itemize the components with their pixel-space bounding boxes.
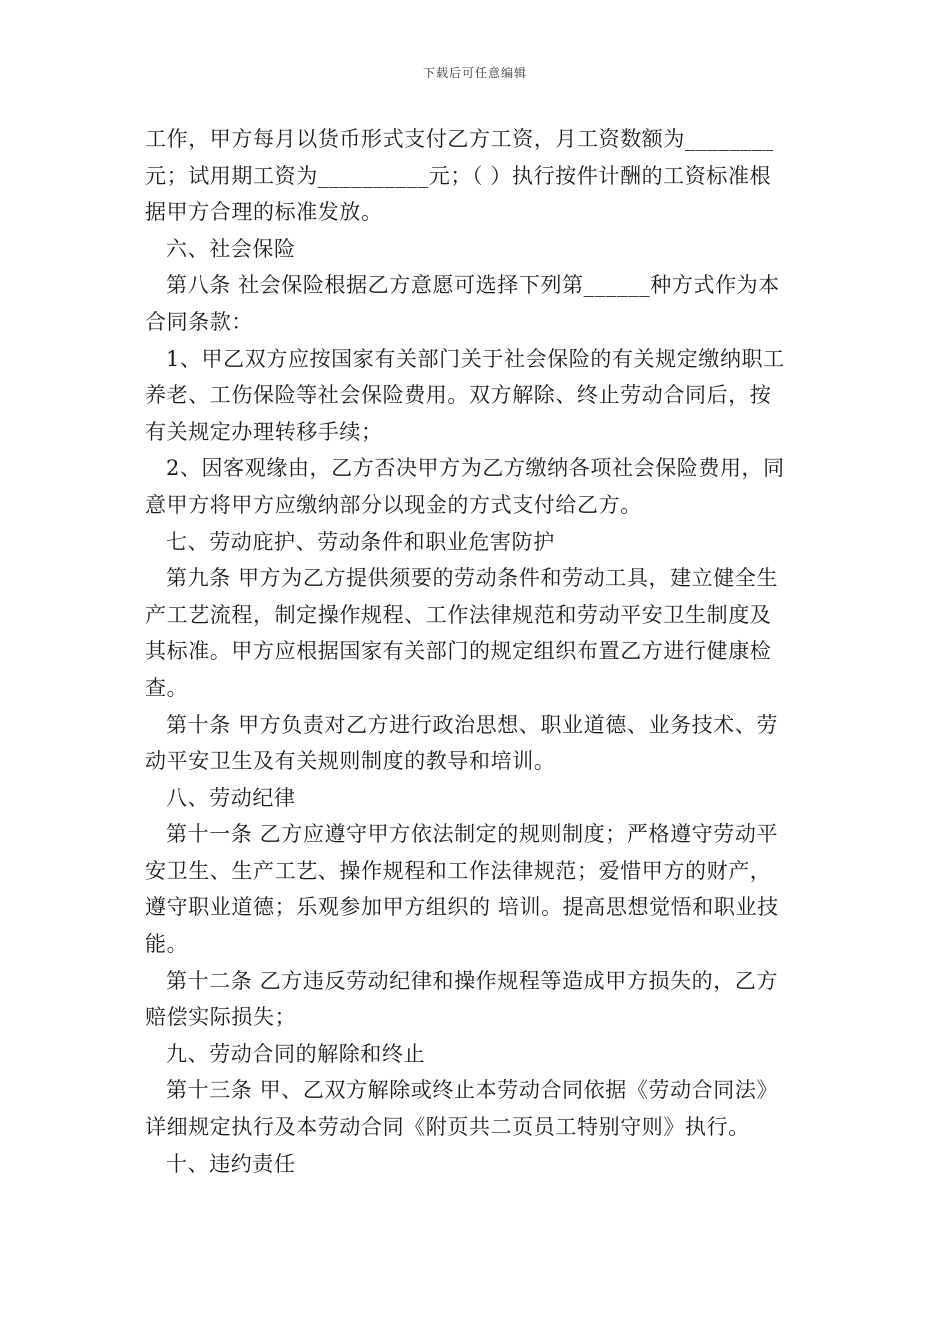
document-body bbox=[145, 121, 810, 1182]
body-line: 2、因客观缘由，乙方否决甲方为乙方缴纳各项社会保险费用，同 bbox=[166, 456, 785, 481]
body-line: 第九条 甲方为乙方提供须要的劳动条件和劳动工具，建立健全生 bbox=[166, 566, 779, 591]
body-line: 查。 bbox=[145, 675, 189, 700]
body-line: 第十一条 乙方应遵守甲方依法制定的规则制度；严格遵守劳动平 bbox=[166, 822, 779, 847]
body-line: 第十二条 乙方违反劳动纪律和操作规程等造成甲方损失的，乙方 bbox=[166, 968, 779, 993]
body-line: 安卫生、生产工艺、操作规程和工作法律规范；爱惜甲方的财产， bbox=[145, 858, 772, 883]
body-line: 意甲方将甲方应缴纳部分以现金的方式支付给乙方。 bbox=[145, 492, 642, 517]
section-heading: 八、劳动纪律 bbox=[166, 785, 296, 810]
body-line: 赔偿实际损失； bbox=[145, 1005, 297, 1030]
body-line: 第八条 社会保险根据乙方意愿可选择下列第______种方式作为本 bbox=[166, 273, 780, 298]
body-line: 1、甲乙双方应按国家有关部门关于社会保险的有关规定缴纳职工 bbox=[166, 346, 785, 371]
body-line: 第十条 甲方负责对乙方进行政治思想、职业道德、业务技术、劳 bbox=[166, 712, 779, 737]
body-line: 产工艺流程，制定操作规程、工作法律规范和劳动平安卫生制度及 bbox=[145, 602, 772, 627]
body-line: 详细规定执行及本劳动合同《附页共二页员工特别守则》执行。 bbox=[145, 1115, 750, 1140]
body-line: 能。 bbox=[145, 932, 189, 957]
body-line: 遵守职业道德；乐观参加甲方组织的 培训。提高思想觉悟和职业技 bbox=[145, 895, 779, 920]
section-heading: 七、劳动庇护、劳动条件和职业危害防护 bbox=[166, 529, 555, 554]
body-line: 动平安卫生及有关规则制度的教导和培训。 bbox=[145, 749, 556, 774]
body-line: 工作，甲方每月以货币形式支付乙方工资，月工资数额为________ bbox=[145, 127, 774, 151]
body-line: 其标准。甲方应根据国家有关部门的规定组织布置乙方进行健康检 bbox=[145, 639, 772, 664]
section-heading: 九、劳动合同的解除和终止 bbox=[166, 1041, 426, 1066]
section-heading: 六、社会保险 bbox=[166, 236, 296, 261]
body-line: 有关规定办理转移手续； bbox=[145, 419, 383, 444]
body-line: 第十三条 甲、乙双方解除或终止本劳动合同依据《劳动合同法》 bbox=[166, 1078, 779, 1103]
body-line: 养老、工伤保险等社会保险费用。双方解除、终止劳动合同后，按 bbox=[145, 383, 772, 408]
page-header: 下载后可任意编辑 bbox=[422, 66, 527, 80]
body-line: 合同条款： bbox=[145, 309, 253, 334]
body-line: 元；试用期工资为__________元；（ ）执行按件计酬的工资标准根 bbox=[145, 163, 772, 188]
section-heading: 十、违约责任 bbox=[166, 1151, 296, 1176]
body-line: 据甲方合理的标准发放。 bbox=[145, 200, 383, 225]
